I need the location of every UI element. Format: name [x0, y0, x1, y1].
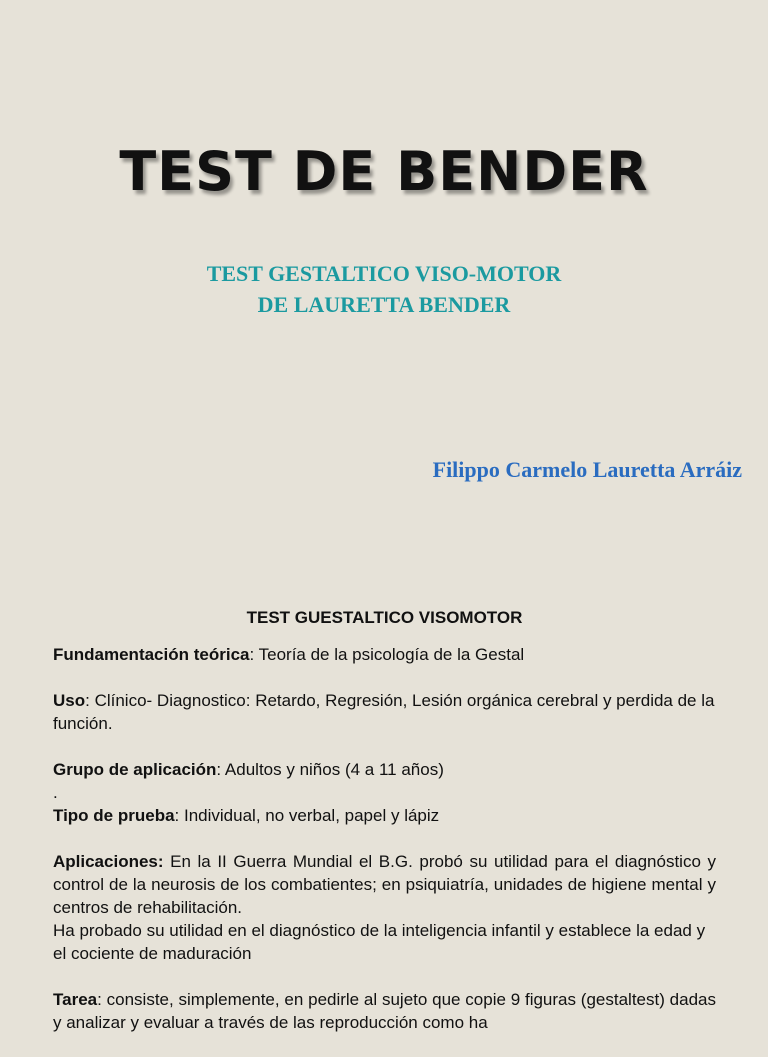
grupo-paragraph — [53, 758, 716, 781]
uso-label: Uso — [53, 691, 86, 710]
subtitle-line-2: DE LAURETTA BENDER — [257, 292, 511, 317]
aplicaciones-paragraph-2: Ha probado su utilidad en el diagnóstico de la inteligencia infantil y establece la edad y el cociente de maduración — [53, 921, 706, 963]
stray-dot: . — [53, 783, 58, 802]
aplicaciones-text: En la II Guerra Mundial el B.G. probó su utilidad para el diagnóstico y control de la neurosis de los combatientes; en psiquiatría, unidades de higiene mental y centros de rehabilitación. — [53, 852, 716, 917]
grupo-label: Grupo de aplicación — [53, 760, 217, 779]
tarea-paragraph — [53, 988, 716, 1034]
slide-title: TEST DE BENDER — [119, 140, 649, 203]
tipo-label: Tipo de prueba — [53, 806, 175, 825]
document-heading: TEST GUESTALTICO VISOMOTOR — [246, 608, 523, 627]
fundamentacion-label: Fundamentación teórica — [53, 645, 250, 664]
tipo-text: : Individual, no verbal, papel y lápiz — [174, 806, 440, 825]
slide-author: Filippo Carmelo Lauretta Arráiz — [432, 457, 742, 482]
uso-paragraph — [53, 689, 716, 735]
slide-subtitle — [0, 258, 768, 320]
subtitle-line-1: TEST GESTALTICO VISO-MOTOR — [206, 261, 562, 286]
aplicaciones-label: Aplicaciones: — [53, 852, 164, 871]
fundamentacion-text: : Teoría de la psicología de la Gestal — [249, 645, 525, 664]
tarea-label: Tarea — [53, 990, 98, 1009]
grupo-text: : Adultos y niños (4 a 11 años) — [216, 760, 444, 779]
tipo-paragraph — [53, 804, 716, 827]
uso-text: : Clínico- Diagnostico: Retardo, Regresión, Lesión orgánica cerebral y perdida de la función. — [53, 691, 715, 733]
document-page — [53, 606, 716, 1057]
aplicaciones-paragraph — [53, 850, 716, 919]
tarea-text: : consiste, simplemente, en pedirle al sujeto que copie 9 figuras (gestaltest) dadas y analizar y evaluar a través de las reproducción como ha — [53, 990, 716, 1032]
fundamentacion-paragraph — [53, 643, 716, 666]
